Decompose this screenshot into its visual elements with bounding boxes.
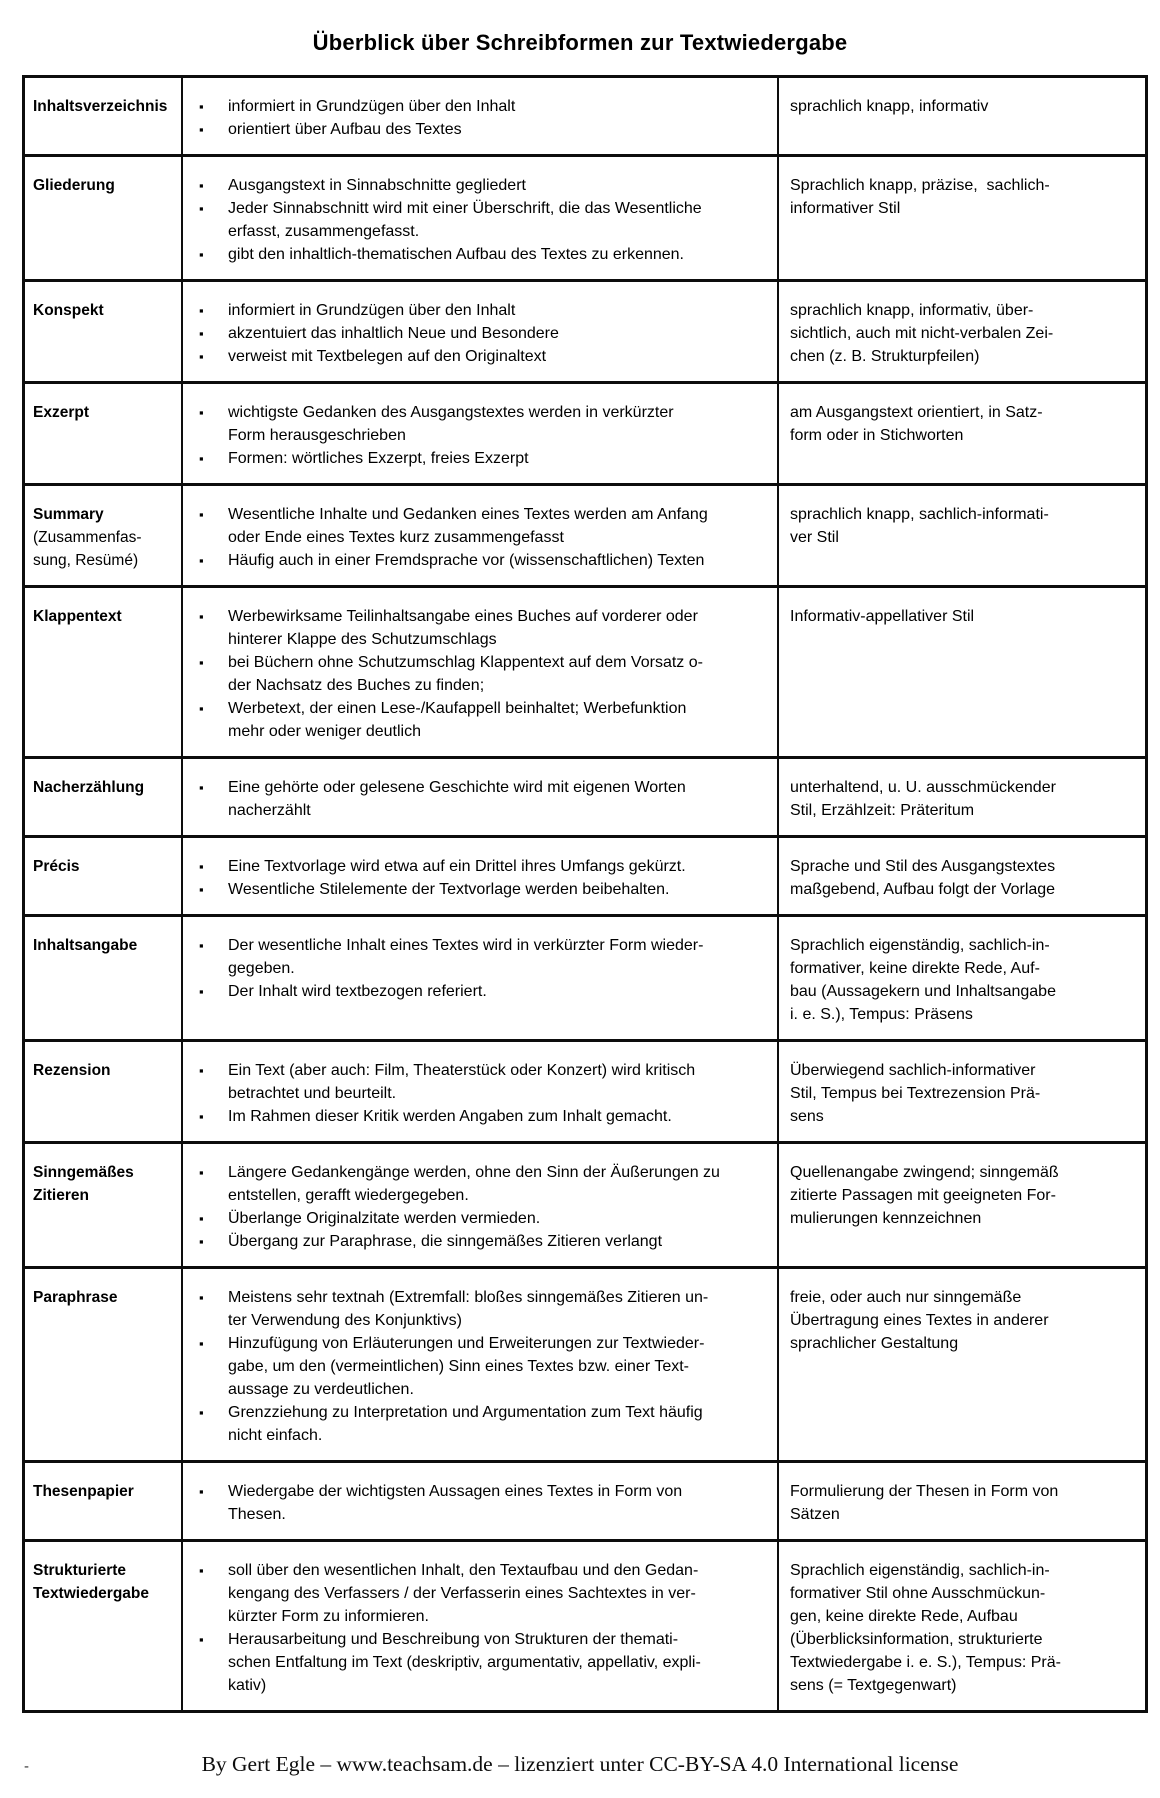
style-line: gen, keine direkte Rede, Aufbau <box>790 1608 1018 1625</box>
description-cell <box>183 759 779 835</box>
bullet-line: kativ) <box>228 1677 267 1694</box>
term-subline: sung, Resümé) <box>33 552 139 569</box>
bullet-line: akzentuiert das inhaltlich Neue und Besondere <box>228 325 559 342</box>
style-line: Sprachlich eigenständig, sachlich-in- <box>790 1562 1050 1579</box>
bullet-text <box>228 95 771 118</box>
style-line: Quellenangabe zwingend; sinngemäß <box>790 1164 1059 1181</box>
bullet-line: soll über den wesentlichen Inhalt, den Textaufbau und den Gedan- <box>228 1562 699 1579</box>
bullet-text <box>228 243 771 266</box>
bullet-text <box>228 174 771 197</box>
footer-credit: By Gert Egle – www.teachsam.de – lizenziert unter CC-BY-SA 4.0 International license <box>201 1752 959 1776</box>
bullet-square-icon: ▪ <box>199 938 204 953</box>
bullet-line: ter Verwendung des Konjunktivs) <box>228 1312 462 1329</box>
style-line: Sprache und Stil des Ausgangstextes <box>790 858 1056 875</box>
bullet-square-icon: ▪ <box>199 1234 204 1249</box>
bullet-line: gegeben. <box>228 960 295 977</box>
style-line: am Ausgangstext orientiert, in Satz- <box>790 404 1043 421</box>
style-cell <box>779 1042 1145 1141</box>
term-line: Thesenpapier <box>33 1483 134 1500</box>
bullet-line: mehr oder weniger deutlich <box>228 723 421 740</box>
style-line: Überwiegend sachlich-informativer <box>790 1062 1036 1079</box>
bullet-square-icon: ▪ <box>199 349 204 364</box>
bullet-line: Jeder Sinnabschnitt wird mit einer Überschrift, die das Wesentliche <box>228 200 702 217</box>
table-row <box>25 154 1145 279</box>
style-line: sens (= Textgegenwart) <box>790 1677 957 1694</box>
bullet-text <box>228 299 771 322</box>
bullet-item <box>183 243 771 266</box>
bullet-square-icon: ▪ <box>199 655 204 670</box>
bullet-line: Ausgangstext in Sinnabschnitte gegliedert <box>228 177 526 194</box>
bullet-text <box>228 549 771 572</box>
table-row <box>25 1141 1145 1266</box>
bullet-square-icon: ▪ <box>199 984 204 999</box>
style-line: sichtlich, auch mit nicht-verbalen Zei- <box>790 325 1054 342</box>
bullet-item <box>183 1161 771 1207</box>
bullet-square-icon: ▪ <box>199 507 204 522</box>
style-line: Stil, Tempus bei Textrezension Prä- <box>790 1085 1041 1102</box>
description-cell <box>183 1042 779 1141</box>
bullet-line: gibt den inhaltlich-thematischen Aufbau des Textes zu erkennen. <box>228 246 684 263</box>
bullet-item <box>183 503 771 549</box>
term-line: Strukturierte <box>33 1562 127 1579</box>
bullet-item <box>183 118 771 141</box>
bullet-square-icon: ▪ <box>199 882 204 897</box>
bullet-line: Werbewirksame Teilinhaltsangabe eines Buches auf vorderer oder <box>228 608 698 625</box>
description-cell <box>183 588 779 756</box>
bullet-line: orientiert über Aufbau des Textes <box>228 121 462 138</box>
bullet-line: informiert in Grundzügen über den Inhalt <box>228 98 516 115</box>
footer-dash: - <box>24 1758 29 1775</box>
style-line: ver Stil <box>790 529 839 546</box>
term-cell <box>25 759 183 835</box>
term-line: Sinngemäßes <box>33 1164 134 1181</box>
style-cell <box>779 1269 1145 1460</box>
term-line: Summary <box>33 506 104 523</box>
table-row <box>25 483 1145 585</box>
bullet-text <box>228 503 771 549</box>
style-line: Textwiedergabe i. e. S.), Tempus: Prä- <box>790 1654 1061 1671</box>
description-cell <box>183 1463 779 1539</box>
table-row <box>25 381 1145 483</box>
bullet-item <box>183 776 771 822</box>
term-line: Exzerpt <box>33 404 89 421</box>
bullet-line: Wesentliche Inhalte und Gedanken eines Textes werden am Anfang <box>228 506 708 523</box>
description-cell <box>183 157 779 279</box>
style-line: Sprachlich knapp, präzise, sachlich- <box>790 177 1050 194</box>
style-line: form oder in Stichworten <box>790 427 964 444</box>
bullet-square-icon: ▪ <box>199 201 204 216</box>
description-cell <box>183 917 779 1039</box>
bullet-square-icon: ▪ <box>199 1290 204 1305</box>
description-cell <box>183 1269 779 1460</box>
table-row <box>25 914 1145 1039</box>
bullet-square-icon: ▪ <box>199 326 204 341</box>
bullet-text <box>228 118 771 141</box>
table-row <box>25 1460 1145 1539</box>
style-line: informativer Stil <box>790 200 901 217</box>
bullet-item <box>183 1105 771 1128</box>
term-line: Konspekt <box>33 302 104 319</box>
bullet-square-icon: ▪ <box>199 609 204 624</box>
bullet-line: Thesen. <box>228 1506 286 1523</box>
bullet-square-icon: ▪ <box>199 1632 204 1647</box>
term-line: Inhaltsverzeichnis <box>33 98 168 115</box>
term-line: Klappentext <box>33 608 122 625</box>
bullet-line: Der wesentliche Inhalt eines Textes wird in verkürzter Form wieder- <box>228 937 704 954</box>
style-line: sprachlich knapp, informativ, über- <box>790 302 1034 319</box>
table-row <box>25 1266 1145 1460</box>
footer <box>0 1752 1160 1777</box>
bullet-item <box>183 697 771 743</box>
bullet-line: Hinzufügung von Erläuterungen und Erweiterungen zur Textwieder- <box>228 1335 705 1352</box>
bullet-square-icon: ▪ <box>199 405 204 420</box>
bullet-text <box>228 855 771 878</box>
bullet-item <box>183 345 771 368</box>
bullet-square-icon: ▪ <box>199 122 204 137</box>
bullet-item <box>183 1401 771 1447</box>
term-cell <box>25 282 183 381</box>
term-cell <box>25 157 183 279</box>
bullet-text <box>228 1230 771 1253</box>
bullet-text <box>228 1401 771 1447</box>
term-line: Précis <box>33 858 80 875</box>
style-cell <box>779 384 1145 483</box>
bullet-item <box>183 549 771 572</box>
style-line: formativer Stil ohne Ausschmückun- <box>790 1585 1046 1602</box>
term-cell <box>25 486 183 585</box>
bullet-text <box>228 1628 771 1697</box>
style-cell <box>779 1542 1145 1710</box>
bullet-square-icon: ▪ <box>199 99 204 114</box>
bullet-line: wichtigste Gedanken des Ausgangstextes werden in verkürzter <box>228 404 674 421</box>
bullet-line: oder Ende eines Textes kurz zusammengefasst <box>228 529 564 546</box>
description-cell <box>183 282 779 381</box>
style-line: bau (Aussagekern und Inhaltsangabe <box>790 983 1056 1000</box>
term-cell <box>25 588 183 756</box>
table-row <box>25 78 1145 154</box>
bullet-item <box>183 1286 771 1332</box>
bullet-text <box>228 322 771 345</box>
bullet-line: nicht einfach. <box>228 1427 323 1444</box>
bullet-square-icon: ▪ <box>199 1563 204 1578</box>
bullet-item <box>183 878 771 901</box>
bullet-item <box>183 651 771 697</box>
style-line: zitierte Passagen mit geeigneten For- <box>790 1187 1056 1204</box>
bullet-line: aussage zu verdeutlichen. <box>228 1381 414 1398</box>
bullet-line: Ein Text (aber auch: Film, Theaterstück oder Konzert) wird kritisch <box>228 1062 696 1079</box>
style-line: sens <box>790 1108 824 1125</box>
bullet-item <box>183 322 771 345</box>
bullet-line: Grenzziehung zu Interpretation und Argumentation zum Text häufig <box>228 1404 703 1421</box>
bullet-line: hinterer Klappe des Schutzumschlags <box>228 631 497 648</box>
style-line: Stil, Erzählzeit: Präteritum <box>790 802 975 819</box>
bullet-line: Im Rahmen dieser Kritik werden Angaben zum Inhalt gemacht. <box>228 1108 672 1125</box>
table-row <box>25 756 1145 835</box>
term-cell <box>25 1463 183 1539</box>
bullet-line: schen Entfaltung im Text (deskriptiv, argumentativ, appellativ, expli- <box>228 1654 701 1671</box>
bullet-line: verweist mit Textbelegen auf den Originaltext <box>228 348 547 365</box>
bullet-text <box>228 980 771 1003</box>
bullet-text <box>228 605 771 651</box>
bullet-line: Formen: wörtliches Exzerpt, freies Exzerpt <box>228 450 529 467</box>
term-cell <box>25 78 183 154</box>
bullet-item <box>183 605 771 651</box>
bullet-text <box>228 1105 771 1128</box>
table-row <box>25 1039 1145 1141</box>
term-subline: (Zusammenfas- <box>33 529 142 546</box>
style-line: formativer, keine direkte Rede, Auf- <box>790 960 1040 977</box>
bullet-square-icon: ▪ <box>199 178 204 193</box>
table-row <box>25 835 1145 914</box>
bullet-text <box>228 345 771 368</box>
bullet-line: erfasst, zusammengefasst. <box>228 223 420 240</box>
term-cell <box>25 1144 183 1266</box>
style-line: maßgebend, Aufbau folgt der Vorlage <box>790 881 1056 898</box>
style-cell <box>779 588 1145 756</box>
term-cell <box>25 1269 183 1460</box>
bullet-text <box>228 1332 771 1401</box>
bullet-line: Überlange Originalzitate werden vermieden. <box>228 1210 541 1227</box>
bullet-square-icon: ▪ <box>199 553 204 568</box>
bullet-square-icon: ▪ <box>199 1109 204 1124</box>
style-line: sprachlich knapp, sachlich-informati- <box>790 506 1049 523</box>
bullet-item <box>183 174 771 197</box>
style-cell <box>779 486 1145 585</box>
bullet-square-icon: ▪ <box>199 1484 204 1499</box>
style-line: (Überblicksinformation, strukturierte <box>790 1631 1043 1648</box>
bullet-square-icon: ▪ <box>199 1405 204 1420</box>
bullet-item <box>183 1230 771 1253</box>
bullet-line: Eine gehörte oder gelesene Geschichte wird mit eigenen Worten <box>228 779 686 796</box>
bullet-item <box>183 1628 771 1697</box>
bullet-line: gabe, um den (vermeintlichen) Sinn eines Textes bzw. einer Text- <box>228 1358 689 1375</box>
bullet-line: der Nachsatz des Buches zu finden; <box>228 677 485 694</box>
term-cell <box>25 838 183 914</box>
bullet-item <box>183 447 771 470</box>
style-line: Informativ-appellativer Stil <box>790 608 975 625</box>
description-cell <box>183 1542 779 1710</box>
bullet-line: Meistens sehr textnah (Extremfall: bloßes sinngemäßes Zitieren un- <box>228 1289 709 1306</box>
style-line: chen (z. B. Strukturpfeilen) <box>790 348 980 365</box>
term-line: Paraphrase <box>33 1289 118 1306</box>
bullet-text <box>228 1286 771 1332</box>
style-line: Sprachlich eigenständig, sachlich-in- <box>790 937 1050 954</box>
description-cell <box>183 486 779 585</box>
bullet-item <box>183 855 771 878</box>
bullet-text <box>228 651 771 697</box>
bullet-line: betrachtet und beurteilt. <box>228 1085 397 1102</box>
bullet-line: Wesentliche Stilelemente der Textvorlage werden beibehalten. <box>228 881 670 898</box>
style-line: unterhaltend, u. U. ausschmückender <box>790 779 1056 796</box>
style-cell <box>779 759 1145 835</box>
bullet-item <box>183 1332 771 1401</box>
term-cell <box>25 917 183 1039</box>
term-line: Rezension <box>33 1062 111 1079</box>
bullet-text <box>228 776 771 822</box>
description-cell <box>183 1144 779 1266</box>
term-line: Inhaltsangabe <box>33 937 138 954</box>
bullet-line: informiert in Grundzügen über den Inhalt <box>228 302 516 319</box>
bullet-line: bei Büchern ohne Schutzumschlag Klappentext auf dem Vorsatz o- <box>228 654 703 671</box>
table-row <box>25 1539 1145 1710</box>
bullet-line: Der Inhalt wird textbezogen referiert. <box>228 983 487 1000</box>
term-line: Gliederung <box>33 177 115 194</box>
style-cell <box>779 282 1145 381</box>
bullet-square-icon: ▪ <box>199 701 204 716</box>
bullet-square-icon: ▪ <box>199 1211 204 1226</box>
bullet-item <box>183 934 771 980</box>
bullet-item <box>183 197 771 243</box>
bullet-item <box>183 401 771 447</box>
style-line: Formulierung der Thesen in Form von <box>790 1483 1059 1500</box>
bullet-item <box>183 299 771 322</box>
bullet-line: Herausarbeitung und Beschreibung von Strukturen der themati- <box>228 1631 679 1648</box>
style-line: mulierungen kennzeichnen <box>790 1210 982 1227</box>
bullet-square-icon: ▪ <box>199 303 204 318</box>
style-cell <box>779 1144 1145 1266</box>
bullet-square-icon: ▪ <box>199 859 204 874</box>
bullet-item <box>183 1059 771 1105</box>
bullet-line: Übergang zur Paraphrase, die sinngemäßes Zitieren verlangt <box>228 1233 663 1250</box>
bullet-line: Längere Gedankengänge werden, ohne den Sinn der Äußerungen zu <box>228 1164 720 1181</box>
bullet-text <box>228 1207 771 1230</box>
bullet-line: Form herausgeschrieben <box>228 427 406 444</box>
bullet-item <box>183 980 771 1003</box>
term-cell <box>25 1042 183 1141</box>
bullet-square-icon: ▪ <box>199 780 204 795</box>
style-line: sprachlicher Gestaltung <box>790 1335 959 1352</box>
bullet-square-icon: ▪ <box>199 1336 204 1351</box>
style-line: sprachlich knapp, informativ <box>790 98 989 115</box>
style-cell <box>779 78 1145 154</box>
style-line: freie, oder auch nur sinngemäße <box>790 1289 1022 1306</box>
bullet-line: Häufig auch in einer Fremdsprache vor (wissenschaftlichen) Texten <box>228 552 705 569</box>
bullet-text <box>228 878 771 901</box>
bullet-text <box>228 1059 771 1105</box>
bullet-text <box>228 1161 771 1207</box>
style-line: Übertragung eines Textes in anderer <box>790 1312 1049 1329</box>
schreibformen-table <box>22 75 1148 1713</box>
bullet-square-icon: ▪ <box>199 451 204 466</box>
bullet-text <box>228 197 771 243</box>
bullet-square-icon: ▪ <box>199 247 204 262</box>
bullet-text <box>228 934 771 980</box>
bullet-line: Eine Textvorlage wird etwa auf ein Drittel ihres Umfangs gekürzt. <box>228 858 686 875</box>
table-row <box>25 279 1145 381</box>
bullet-item <box>183 1480 771 1526</box>
style-cell <box>779 1463 1145 1539</box>
bullet-text <box>228 1480 771 1526</box>
style-line: Sätzen <box>790 1506 840 1523</box>
bullet-item <box>183 1559 771 1628</box>
term-cell <box>25 1542 183 1710</box>
bullet-item <box>183 1207 771 1230</box>
table-row <box>25 585 1145 756</box>
bullet-text <box>228 1559 771 1628</box>
style-cell <box>779 917 1145 1039</box>
bullet-line: Wiedergabe der wichtigsten Aussagen eines Textes in Form von <box>228 1483 683 1500</box>
style-cell <box>779 838 1145 914</box>
page-title: Überblick über Schreibformen zur Textwiedergabe <box>312 30 848 55</box>
bullet-text <box>228 447 771 470</box>
description-cell <box>183 838 779 914</box>
description-cell <box>183 78 779 154</box>
style-line: i. e. S.), Tempus: Präsens <box>790 1006 973 1023</box>
description-cell <box>183 384 779 483</box>
bullet-line: Werbetext, der einen Lese-/Kaufappell beinhaltet; Werbefunktion <box>228 700 687 717</box>
bullet-text <box>228 401 771 447</box>
bullet-item <box>183 95 771 118</box>
bullet-square-icon: ▪ <box>199 1165 204 1180</box>
style-cell <box>779 157 1145 279</box>
bullet-square-icon: ▪ <box>199 1063 204 1078</box>
bullet-line: kengang des Verfassers / der Verfasserin eines Sachtextes in ver- <box>228 1585 696 1602</box>
term-cell <box>25 384 183 483</box>
bullet-line: nacherzählt <box>228 802 311 819</box>
term-line: Nacherzählung <box>33 779 145 796</box>
bullet-line: kürzter Form zu informieren. <box>228 1608 429 1625</box>
term-line: Zitieren <box>33 1187 89 1204</box>
bullet-text <box>228 697 771 743</box>
term-line: Textwiedergabe <box>33 1585 150 1602</box>
bullet-line: entstellen, gerafft wiedergegeben. <box>228 1187 469 1204</box>
